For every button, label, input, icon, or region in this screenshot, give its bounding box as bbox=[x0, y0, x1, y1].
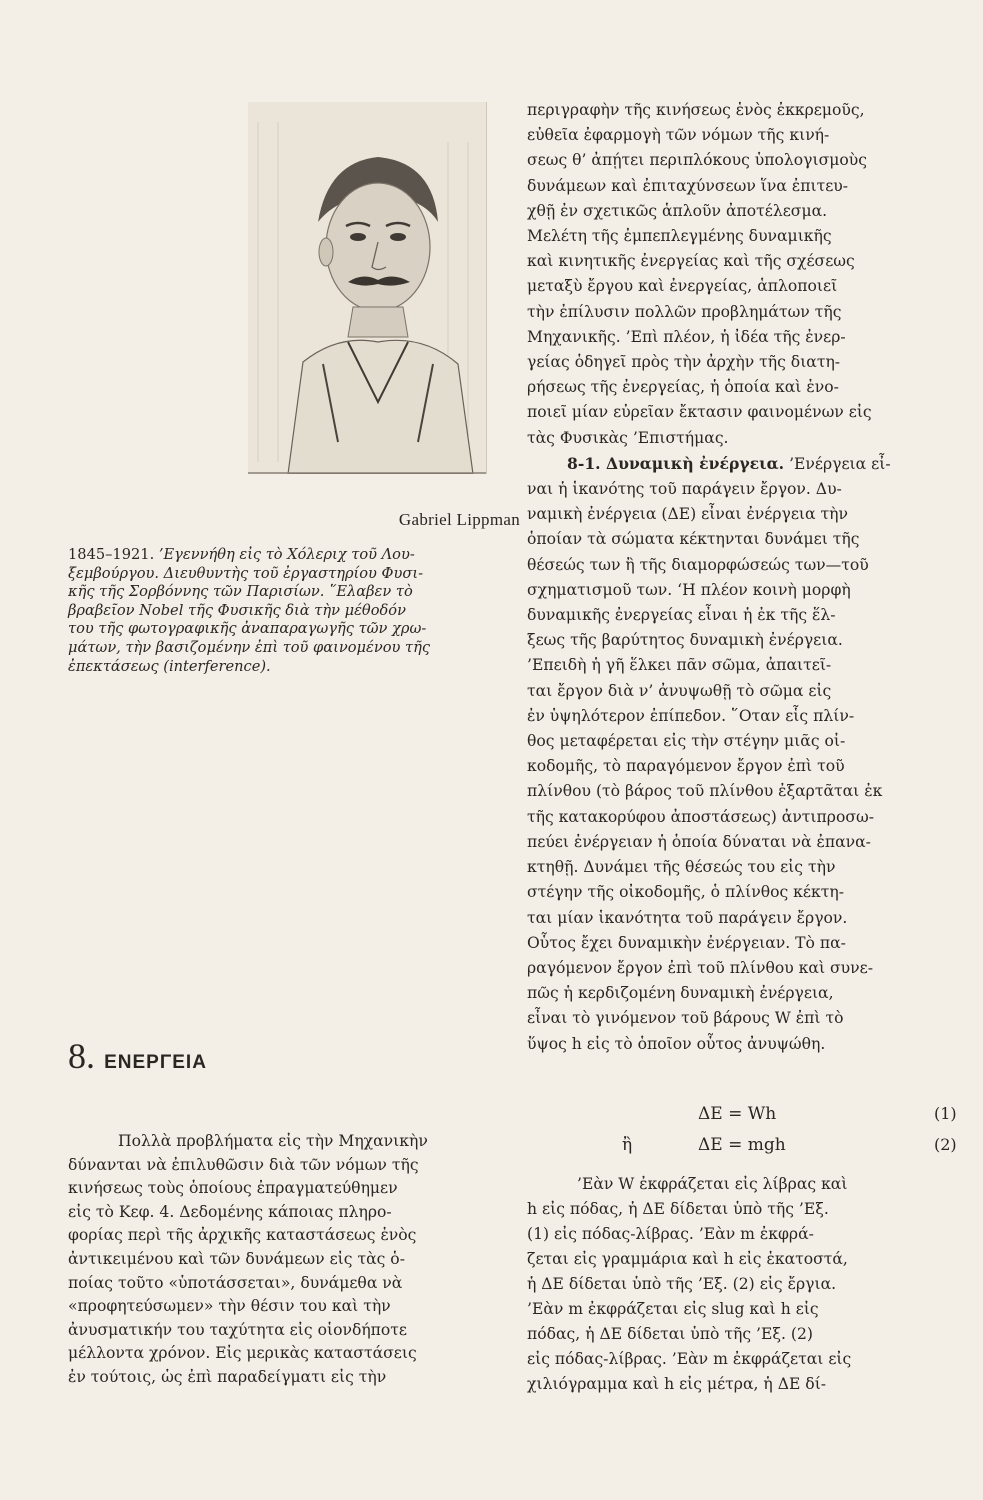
text-line: (1) εἰς πόδας-λίβρας. ’Εὰν m ἐκφρά- bbox=[527, 1225, 814, 1243]
text-line: τὰς Φυσικὰς ’Επιστήμας. bbox=[527, 428, 729, 447]
text-line: ἐν ὑψηλότερον ἐπίπεδον. ῞Οταν εἷς πλίν- bbox=[527, 706, 855, 725]
text-line: ἐν τούτοις, ὡς ἐπὶ παραδείγματι εἰς τὴν bbox=[68, 1367, 387, 1386]
text-line: ’Επειδὴ ἡ γῆ ἕλκει πᾶν σῶμα, ἀπαιτεῖ- bbox=[527, 656, 832, 675]
text-line: κτηθῇ. Δυνάμει τῆς θέσεώς του εἰς τὴν bbox=[527, 858, 836, 877]
equation-2 bbox=[698, 1135, 786, 1155]
text-line: πόδας, ἡ ΔΕ δίδεται ὑπὸ τῆς ’Εξ. (2) bbox=[527, 1325, 813, 1343]
text-line: σεως θ’ ἀπῄτει περιπλόκους ὑπολογισμοὺς bbox=[527, 151, 867, 170]
units-explanation-text bbox=[527, 1172, 967, 1397]
text-line: δυναμικῆς ἐνεργείας εἶναι ἡ ἐκ τῆς ἕλ- bbox=[527, 606, 836, 625]
equation-prefix: ἢ bbox=[622, 1135, 633, 1155]
text-line: γείας ὁδηγεῖ πρὸς τὴν ἀρχὴν τῆς διατη- bbox=[527, 353, 841, 372]
portrait-image bbox=[248, 102, 487, 474]
text-line: Μηχανικῆς. ’Επὶ πλέον, ἡ ἰδέα τῆς ἐνερ- bbox=[527, 327, 846, 346]
text-line: ’Εὰν W ἐκφράζεται εἰς λίβρας καὶ bbox=[577, 1175, 848, 1193]
text-line: δύνανται νὰ ἐπιλυθῶσιν διὰ τῶν νόμων τῆς bbox=[68, 1155, 419, 1174]
text-line: πῶς ἡ κερδιζομένη δυναμικὴ ἐνέργεια, bbox=[527, 984, 834, 1003]
text-line: ’Εὰν m ἐκφράζεται εἰς slug καὶ h εἰς bbox=[527, 1300, 819, 1318]
text-line: κινήσεως τοὺς ὁποίους ἐπραγματεύθημεν bbox=[68, 1179, 398, 1198]
caption-line: ἐπεκτάσεως (interference). bbox=[68, 657, 271, 675]
section-heading: 8-1. Δυναμικὴ ἐνέργεια. bbox=[567, 453, 785, 473]
text-line: ξεως τῆς βαρύτητος δυναμικὴ ἐνέργεια. bbox=[527, 631, 843, 650]
text-line: ρήσεως τῆς ἐνεργείας, ἡ ὁποία καὶ ἑνο- bbox=[527, 378, 839, 397]
text-line: εἶναι τὸ γινόμενον τοῦ βάρους W ἐπὶ τὸ bbox=[527, 1009, 844, 1028]
text-line: ἡ ΔΕ δίδεται ὑπὸ τῆς ’Εξ. (2) εἰς ἔργια. bbox=[527, 1275, 837, 1293]
text-line: στέγην τῆς οἰκοδομῆς, ὁ πλίνθος κέκτη- bbox=[527, 883, 844, 902]
caption-line: ’Εγεννήθη εἰς τὸ Χόλεριχ τοῦ Λου- bbox=[158, 546, 415, 563]
chapter-intro-text bbox=[68, 1130, 520, 1390]
text-line: ναι ἡ ἱκανότης τοῦ παράγειν ἔργον. Δυ- bbox=[527, 480, 842, 499]
equation-1 bbox=[698, 1104, 776, 1124]
text-line: ραγόμενον ἔργον ἐπὶ τοῦ πλίνθου καὶ συνε- bbox=[527, 958, 873, 977]
equation-number: (2) bbox=[934, 1135, 957, 1154]
text-line: εὐθεῖα ἐφαρμογὴ τῶν νόμων τῆς κινή- bbox=[527, 126, 830, 145]
text-line: ται μίαν ἱκανότητα τοῦ παράγειν ἔργον. bbox=[527, 908, 848, 927]
text-line: h εἰς πόδας, ἡ ΔΕ δίδεται ὑπὸ τῆς ’Εξ. bbox=[527, 1200, 829, 1218]
portrait-name: Gabriel Lippman bbox=[398, 510, 520, 529]
text-line: τῆς κατακορύφου ἀποστάσεως) ἀντιπροσω- bbox=[527, 807, 874, 826]
text-line: εἰς τὸ Κεφ. 4. Δεδομένης κάποιας πληρο- bbox=[68, 1202, 392, 1221]
equation-number: (1) bbox=[934, 1104, 957, 1123]
caption-line: μάτων, τὴν βασιζομένην ἐπὶ τοῦ φαινομένου τῆς bbox=[68, 638, 430, 656]
text-line: ὕψος h εἰς τὸ ὁποῖον οὗτος ἀνυψώθη. bbox=[527, 1034, 826, 1053]
caption-line: ξεμβούργου. Διευθυντὴς τοῦ ἐργαστηρίου Φυσι- bbox=[68, 564, 423, 582]
chapter-title: ΕΝΕΡΓΕΙΑ bbox=[104, 1052, 207, 1073]
text-line: Οὗτος ἔχει δυναμικὴν ἐνέργειαν. Τὸ πα- bbox=[527, 933, 846, 952]
text-line: ’Ενέργεια εἶ- bbox=[789, 454, 891, 473]
portrait-caption bbox=[68, 546, 520, 676]
equation-formula: ΔΕ = Wh bbox=[698, 1104, 777, 1124]
text-line: κοδομῆς, τὸ παραγόμενον ἔργον ἐπὶ τοῦ bbox=[527, 757, 845, 776]
right-column-text bbox=[527, 98, 967, 1057]
caption-line: κῆς τῆς Σορβόννης τῶν Παρισίων. ῞Ελαβεν τὸ bbox=[68, 583, 413, 601]
text-line: ναμικὴ ἐνέργεια (ΔΕ) εἶναι ἐνέργεια τὴν bbox=[527, 505, 848, 524]
caption-years: 1845–1921. bbox=[68, 546, 155, 563]
text-line: περιγραφὴν τῆς κινήσεως ἑνὸς ἐκκρεμοῦς, bbox=[527, 101, 865, 119]
text-line: πλίνθου (τὸ βάρος τοῦ πλίνθου ἐξαρτᾶται ἐκ bbox=[527, 782, 883, 801]
text-line: τὴν ἐπίλυσιν πολλῶν προβλημάτων τῆς bbox=[527, 302, 842, 321]
chapter-number: 8. bbox=[68, 1036, 95, 1076]
text-line: Πολλὰ προβλήματα εἰς τὴν Μηχανικὴν bbox=[118, 1132, 428, 1150]
equation-formula: ΔΕ = mgh bbox=[698, 1135, 786, 1155]
text-line: θος μεταφέρεται εἰς τὴν στέγην μιᾶς οἰ- bbox=[527, 732, 846, 751]
text-line: δυνάμεων καὶ ἐπιταχύνσεων ἵνα ἐπιτευ- bbox=[527, 176, 849, 195]
text-line: μέλλοντα χρόνον. Εἰς μερικὰς καταστάσεις bbox=[68, 1344, 417, 1363]
text-line: ὁποίαν τὰ σώματα κέκτηνται δυνάμει τῆς bbox=[527, 530, 860, 549]
text-line: θέσεώς των ἢ τῆς διαμορφώσεώς των—τοῦ bbox=[527, 555, 869, 574]
portrait-sketch bbox=[248, 102, 486, 474]
chapter-heading bbox=[68, 1035, 520, 1077]
text-line: ἀντικειμένου καὶ τῶν δυνάμεων εἰς τὰς ὁ- bbox=[68, 1249, 405, 1268]
text-line: εἰς πόδας-λίβρας. ’Εὰν m ἐκφράζεται εἰς bbox=[527, 1350, 852, 1368]
text-line: ται ἔργον διὰ ν’ ἀνυψωθῇ τὸ σῶμα εἰς bbox=[527, 681, 832, 700]
text-line: ποίας τοῦτο «ὑποτάσσεται», δυνάμεθα νὰ bbox=[68, 1273, 403, 1292]
text-line: χιλιόγραμμα καὶ h εἰς μέτρα, ἡ ΔΕ δί- bbox=[527, 1375, 827, 1393]
text-line: καὶ κινητικῆς ἐνεργείας καὶ τῆς σχέσεως bbox=[527, 252, 855, 271]
text-line: ζεται εἰς γραμμάρια καὶ h εἰς ἑκατοστά, bbox=[527, 1250, 848, 1268]
text-line: φορίας περὶ τῆς ἀρχικῆς καταστάσεως ἑνὸς bbox=[68, 1226, 417, 1245]
text-line: Μελέτη τῆς ἐμπεπλεγμένης δυναμικῆς bbox=[527, 227, 832, 246]
text-line: πεύει ἐνέργειαν ἡ ὁποία δύναται νὰ ἐπανα- bbox=[527, 832, 871, 851]
caption-line: του τῆς φωτογραφικῆς ἀναπαραγωγῆς τῶν χρω- bbox=[68, 620, 427, 638]
text-line: χθῇ ἐν σχετικῶς ἁπλοῦν ἀποτέλεσμα. bbox=[527, 201, 828, 220]
text-line: «προφητεύσωμεν» τὴν θέσιν του καὶ τὴν bbox=[68, 1297, 391, 1316]
caption-line: βραβεῖον Nobel τῆς Φυσικῆς διὰ τὴν μέθοδόν bbox=[68, 601, 406, 619]
text-line: ποιεῖ μίαν εὐρεῖαν ἔκτασιν φαινομένων εἰς bbox=[527, 403, 872, 422]
text-line: σχηματισμοῦ των. ‘Η πλέον κοινὴ μορφὴ bbox=[527, 580, 851, 599]
text-line: ἀνυσματικήν του ταχύτητα εἰς οἱονδήποτε bbox=[68, 1320, 408, 1339]
text-line: μεταξὺ ἔργου καὶ ἐνεργείας, ἁπλοποιεῖ bbox=[527, 277, 838, 296]
